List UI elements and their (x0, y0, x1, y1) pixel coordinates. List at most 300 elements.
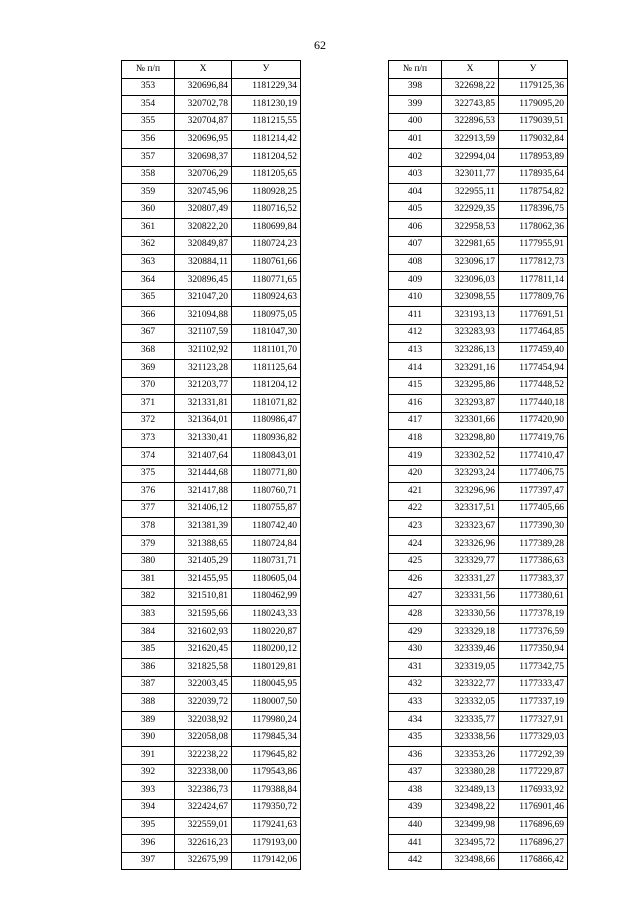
x-coordinate-cell: 321595,66 (175, 606, 232, 624)
table-row (122, 360, 301, 378)
table-row (389, 272, 568, 290)
y-coordinate-cell: 1181204,52 (232, 148, 301, 166)
table-row (389, 395, 568, 413)
table-row (389, 131, 568, 149)
table-row (389, 78, 568, 96)
header-x: X (175, 61, 232, 79)
y-coordinate-cell: 1180699,84 (232, 219, 301, 237)
table-header-row (389, 61, 568, 79)
x-coordinate-cell: 321455,95 (175, 571, 232, 589)
point-number-cell: 381 (122, 571, 175, 589)
table-row (122, 483, 301, 501)
x-coordinate-cell: 323495,72 (442, 835, 499, 853)
header-x: X (442, 61, 499, 79)
point-number-cell: 400 (389, 113, 442, 131)
table-row (122, 536, 301, 554)
table-body-left (122, 78, 301, 870)
y-coordinate-cell: 1181205,65 (232, 166, 301, 184)
y-coordinate-cell: 1180760,71 (232, 483, 301, 501)
x-coordinate-cell: 322994,04 (442, 148, 499, 166)
table-row (122, 782, 301, 800)
header-y: У (232, 61, 301, 79)
x-coordinate-cell: 322981,65 (442, 236, 499, 254)
x-coordinate-cell: 322929,35 (442, 201, 499, 219)
point-number-cell: 396 (122, 835, 175, 853)
x-coordinate-cell: 323499,98 (442, 817, 499, 835)
table-row (122, 430, 301, 448)
x-coordinate-cell: 322955,11 (442, 184, 499, 202)
point-number-cell: 355 (122, 113, 175, 131)
table-row (389, 360, 568, 378)
point-number-cell: 401 (389, 131, 442, 149)
y-coordinate-cell: 1179845,34 (232, 729, 301, 747)
x-coordinate-cell: 323326,96 (442, 536, 499, 554)
table-row (122, 342, 301, 360)
point-number-cell: 394 (122, 799, 175, 817)
table-row (389, 518, 568, 536)
table-row (389, 500, 568, 518)
point-number-cell: 418 (389, 430, 442, 448)
y-coordinate-cell: 1176901,46 (499, 799, 568, 817)
y-coordinate-cell: 1180755,87 (232, 500, 301, 518)
y-coordinate-cell: 1181071,82 (232, 395, 301, 413)
x-coordinate-cell: 323331,27 (442, 571, 499, 589)
y-coordinate-cell: 1178754,82 (499, 184, 568, 202)
table-row (122, 307, 301, 325)
table-row (389, 465, 568, 483)
x-coordinate-cell: 320698,37 (175, 148, 232, 166)
table-row (122, 78, 301, 96)
point-number-cell: 402 (389, 148, 442, 166)
x-coordinate-cell: 321381,39 (175, 518, 232, 536)
table-row (389, 624, 568, 642)
x-coordinate-cell: 323302,52 (442, 448, 499, 466)
point-number-cell: 384 (122, 624, 175, 642)
x-coordinate-cell: 322338,00 (175, 764, 232, 782)
point-number-cell: 403 (389, 166, 442, 184)
x-coordinate-cell: 323283,93 (442, 324, 499, 342)
x-coordinate-cell: 323096,17 (442, 254, 499, 272)
table-row (389, 764, 568, 782)
x-coordinate-cell: 323096,03 (442, 272, 499, 290)
table-row (389, 483, 568, 501)
table-row (122, 571, 301, 589)
table-row (122, 236, 301, 254)
x-coordinate-cell: 321510,81 (175, 588, 232, 606)
x-coordinate-cell: 321444,68 (175, 465, 232, 483)
point-number-cell: 435 (389, 729, 442, 747)
table-row (122, 184, 301, 202)
point-number-cell: 364 (122, 272, 175, 290)
table-row (389, 799, 568, 817)
x-coordinate-cell: 323338,56 (442, 729, 499, 747)
point-number-cell: 405 (389, 201, 442, 219)
table-row (122, 113, 301, 131)
x-coordinate-cell: 323011,77 (442, 166, 499, 184)
table-row (122, 624, 301, 642)
y-coordinate-cell: 1177389,28 (499, 536, 568, 554)
point-number-cell: 372 (122, 412, 175, 430)
y-coordinate-cell: 1177229,87 (499, 764, 568, 782)
point-number-cell: 413 (389, 342, 442, 360)
point-number-cell: 393 (122, 782, 175, 800)
table-row (122, 412, 301, 430)
table-row (389, 184, 568, 202)
y-coordinate-cell: 1180742,40 (232, 518, 301, 536)
point-number-cell: 360 (122, 201, 175, 219)
y-coordinate-cell: 1177337,19 (499, 694, 568, 712)
x-coordinate-cell: 323335,77 (442, 711, 499, 729)
y-coordinate-cell: 1179039,51 (499, 113, 568, 131)
table-row (389, 307, 568, 325)
table-row (389, 377, 568, 395)
table-row (122, 96, 301, 114)
point-number-cell: 367 (122, 324, 175, 342)
table-row (389, 219, 568, 237)
x-coordinate-cell: 323301,66 (442, 412, 499, 430)
x-coordinate-cell: 323293,87 (442, 395, 499, 413)
point-number-cell: 395 (122, 817, 175, 835)
point-number-cell: 434 (389, 711, 442, 729)
point-number-cell: 363 (122, 254, 175, 272)
point-number-cell: 417 (389, 412, 442, 430)
point-number-cell: 423 (389, 518, 442, 536)
table-row (389, 571, 568, 589)
y-coordinate-cell: 1179142,06 (232, 852, 301, 870)
table-row (389, 659, 568, 677)
y-coordinate-cell: 1177350,94 (499, 641, 568, 659)
point-number-cell: 428 (389, 606, 442, 624)
x-coordinate-cell: 320745,96 (175, 184, 232, 202)
point-number-cell: 359 (122, 184, 175, 202)
table-row (389, 553, 568, 571)
table-row (122, 377, 301, 395)
point-number-cell: 380 (122, 553, 175, 571)
point-number-cell: 378 (122, 518, 175, 536)
point-number-cell: 431 (389, 659, 442, 677)
point-number-cell: 415 (389, 377, 442, 395)
point-number-cell: 388 (122, 694, 175, 712)
point-number-cell: 426 (389, 571, 442, 589)
point-number-cell: 420 (389, 465, 442, 483)
point-number-cell: 365 (122, 289, 175, 307)
x-coordinate-cell: 323098,55 (442, 289, 499, 307)
page-number: 62 (314, 38, 326, 52)
point-number-cell: 437 (389, 764, 442, 782)
point-number-cell: 430 (389, 641, 442, 659)
y-coordinate-cell: 1180771,65 (232, 272, 301, 290)
x-coordinate-cell: 322675,99 (175, 852, 232, 870)
table-row (122, 799, 301, 817)
table-row (389, 817, 568, 835)
table-row (389, 412, 568, 430)
y-coordinate-cell: 1179095,20 (499, 96, 568, 114)
y-coordinate-cell: 1180716,52 (232, 201, 301, 219)
table-row (389, 324, 568, 342)
y-coordinate-cell: 1179032,84 (499, 131, 568, 149)
x-coordinate-cell: 322913,59 (442, 131, 499, 149)
y-coordinate-cell: 1181047,30 (232, 324, 301, 342)
y-coordinate-cell: 1177440,18 (499, 395, 568, 413)
table-row (122, 553, 301, 571)
x-coordinate-cell: 320696,84 (175, 78, 232, 96)
x-coordinate-cell: 322424,67 (175, 799, 232, 817)
point-number-cell: 386 (122, 659, 175, 677)
x-coordinate-cell: 323331,56 (442, 588, 499, 606)
y-coordinate-cell: 1180975,05 (232, 307, 301, 325)
point-number-cell: 398 (389, 78, 442, 96)
point-number-cell: 410 (389, 289, 442, 307)
y-coordinate-cell: 1179543,86 (232, 764, 301, 782)
y-coordinate-cell: 1178062,36 (499, 219, 568, 237)
table-body-right (389, 78, 568, 870)
point-number-cell: 354 (122, 96, 175, 114)
y-coordinate-cell: 1180928,25 (232, 184, 301, 202)
point-number-cell: 356 (122, 131, 175, 149)
x-coordinate-cell: 323296,96 (442, 483, 499, 501)
table-row (389, 113, 568, 131)
table-row (389, 166, 568, 184)
x-coordinate-cell: 323339,46 (442, 641, 499, 659)
x-coordinate-cell: 323286,13 (442, 342, 499, 360)
point-number-cell: 397 (122, 852, 175, 870)
table-row (122, 676, 301, 694)
point-number-cell: 399 (389, 96, 442, 114)
point-number-cell: 377 (122, 500, 175, 518)
x-coordinate-cell: 323319,05 (442, 659, 499, 677)
y-coordinate-cell: 1177397,47 (499, 483, 568, 501)
y-coordinate-cell: 1177390,30 (499, 518, 568, 536)
table-row (389, 641, 568, 659)
table-row (122, 131, 301, 149)
y-coordinate-cell: 1177464,85 (499, 324, 568, 342)
x-coordinate-cell: 322386,73 (175, 782, 232, 800)
point-number-cell: 383 (122, 606, 175, 624)
x-coordinate-cell: 323323,67 (442, 518, 499, 536)
y-coordinate-cell: 1176866,42 (499, 852, 568, 870)
y-coordinate-cell: 1179388,84 (232, 782, 301, 800)
y-coordinate-cell: 1176933,92 (499, 782, 568, 800)
point-number-cell: 436 (389, 747, 442, 765)
point-number-cell: 370 (122, 377, 175, 395)
point-number-cell: 427 (389, 588, 442, 606)
y-coordinate-cell: 1177376,59 (499, 624, 568, 642)
x-coordinate-cell: 323330,56 (442, 606, 499, 624)
x-coordinate-cell: 323298,80 (442, 430, 499, 448)
y-coordinate-cell: 1179193,00 (232, 835, 301, 853)
table-row (122, 641, 301, 659)
x-coordinate-cell: 323380,28 (442, 764, 499, 782)
table-row (122, 395, 301, 413)
x-coordinate-cell: 323353,26 (442, 747, 499, 765)
table-row (122, 448, 301, 466)
y-coordinate-cell: 1180843,01 (232, 448, 301, 466)
y-coordinate-cell: 1177454,94 (499, 360, 568, 378)
table-row (389, 676, 568, 694)
x-coordinate-cell: 323293,24 (442, 465, 499, 483)
x-coordinate-cell: 320822,20 (175, 219, 232, 237)
table-row (122, 289, 301, 307)
y-coordinate-cell: 1177292,39 (499, 747, 568, 765)
point-number-cell: 357 (122, 148, 175, 166)
table-row (389, 430, 568, 448)
table-row (389, 747, 568, 765)
x-coordinate-cell: 323322,77 (442, 676, 499, 694)
point-number-cell: 416 (389, 395, 442, 413)
y-coordinate-cell: 1180924,63 (232, 289, 301, 307)
table-row (122, 500, 301, 518)
table-row (389, 289, 568, 307)
table-row (389, 448, 568, 466)
y-coordinate-cell: 1177691,51 (499, 307, 568, 325)
x-coordinate-cell: 323489,13 (442, 782, 499, 800)
y-coordinate-cell: 1177811,14 (499, 272, 568, 290)
x-coordinate-cell: 321417,88 (175, 483, 232, 501)
y-coordinate-cell: 1177405,66 (499, 500, 568, 518)
x-coordinate-cell: 322003,45 (175, 676, 232, 694)
point-number-cell: 392 (122, 764, 175, 782)
table-row (389, 782, 568, 800)
y-coordinate-cell: 1179645,82 (232, 747, 301, 765)
point-number-cell: 369 (122, 360, 175, 378)
x-coordinate-cell: 321047,20 (175, 289, 232, 307)
y-coordinate-cell: 1180462,99 (232, 588, 301, 606)
x-coordinate-cell: 322038,92 (175, 711, 232, 729)
point-number-cell: 376 (122, 483, 175, 501)
y-coordinate-cell: 1181204,12 (232, 377, 301, 395)
point-number-cell: 442 (389, 852, 442, 870)
table-row (389, 236, 568, 254)
y-coordinate-cell: 1178396,75 (499, 201, 568, 219)
x-coordinate-cell: 322958,53 (442, 219, 499, 237)
table-row (122, 219, 301, 237)
table-row (389, 148, 568, 166)
point-number-cell: 361 (122, 219, 175, 237)
point-number-cell: 429 (389, 624, 442, 642)
x-coordinate-cell: 320696,95 (175, 131, 232, 149)
x-coordinate-cell: 323329,77 (442, 553, 499, 571)
x-coordinate-cell: 322616,23 (175, 835, 232, 853)
table-row (389, 835, 568, 853)
table-row (122, 518, 301, 536)
point-number-cell: 366 (122, 307, 175, 325)
point-number-cell: 407 (389, 236, 442, 254)
y-coordinate-cell: 1181125,64 (232, 360, 301, 378)
x-coordinate-cell: 323332,05 (442, 694, 499, 712)
table-row (122, 166, 301, 184)
table-row (122, 254, 301, 272)
x-coordinate-cell: 323498,66 (442, 852, 499, 870)
point-number-cell: 408 (389, 254, 442, 272)
x-coordinate-cell: 321330,41 (175, 430, 232, 448)
y-coordinate-cell: 1177378,19 (499, 606, 568, 624)
y-coordinate-cell: 1181230,19 (232, 96, 301, 114)
point-number-cell: 439 (389, 799, 442, 817)
y-coordinate-cell: 1177386,63 (499, 553, 568, 571)
y-coordinate-cell: 1180761,66 (232, 254, 301, 272)
table-header-row (122, 61, 301, 79)
point-number-cell: 438 (389, 782, 442, 800)
y-coordinate-cell: 1180200,12 (232, 641, 301, 659)
table-row (122, 852, 301, 870)
point-number-cell: 404 (389, 184, 442, 202)
y-coordinate-cell: 1179350,72 (232, 799, 301, 817)
table-row (389, 694, 568, 712)
x-coordinate-cell: 320849,87 (175, 236, 232, 254)
table-row (122, 148, 301, 166)
y-coordinate-cell: 1177410,47 (499, 448, 568, 466)
x-coordinate-cell: 320704,87 (175, 113, 232, 131)
y-coordinate-cell: 1177448,52 (499, 377, 568, 395)
x-coordinate-cell: 322743,85 (442, 96, 499, 114)
x-coordinate-cell: 322698,22 (442, 78, 499, 96)
point-number-cell: 433 (389, 694, 442, 712)
x-coordinate-cell: 321094,88 (175, 307, 232, 325)
table-row (389, 852, 568, 870)
y-coordinate-cell: 1180731,71 (232, 553, 301, 571)
table-row (122, 835, 301, 853)
y-coordinate-cell: 1180243,33 (232, 606, 301, 624)
y-coordinate-cell: 1179241,63 (232, 817, 301, 835)
y-coordinate-cell: 1177955,91 (499, 236, 568, 254)
table-row (389, 201, 568, 219)
point-number-cell: 371 (122, 395, 175, 413)
table-row (389, 588, 568, 606)
x-coordinate-cell: 323295,86 (442, 377, 499, 395)
y-coordinate-cell: 1180605,04 (232, 571, 301, 589)
point-number-cell: 406 (389, 219, 442, 237)
y-coordinate-cell: 1180007,50 (232, 694, 301, 712)
table-row (389, 711, 568, 729)
coordinates-table-right (388, 60, 568, 870)
table-row (389, 254, 568, 272)
x-coordinate-cell: 321388,65 (175, 536, 232, 554)
x-coordinate-cell: 321602,93 (175, 624, 232, 642)
point-number-cell: 414 (389, 360, 442, 378)
x-coordinate-cell: 320807,49 (175, 201, 232, 219)
y-coordinate-cell: 1181215,55 (232, 113, 301, 131)
table-row (389, 606, 568, 624)
x-coordinate-cell: 323498,22 (442, 799, 499, 817)
x-coordinate-cell: 320884,11 (175, 254, 232, 272)
x-coordinate-cell: 321331,81 (175, 395, 232, 413)
point-number-cell: 419 (389, 448, 442, 466)
x-coordinate-cell: 322039,72 (175, 694, 232, 712)
x-coordinate-cell: 323291,16 (442, 360, 499, 378)
table-row (122, 272, 301, 290)
y-coordinate-cell: 1177812,73 (499, 254, 568, 272)
table-row (122, 324, 301, 342)
x-coordinate-cell: 320706,29 (175, 166, 232, 184)
point-number-cell: 387 (122, 676, 175, 694)
table-row (122, 747, 301, 765)
table-row (122, 659, 301, 677)
point-number-cell: 382 (122, 588, 175, 606)
point-number-cell: 368 (122, 342, 175, 360)
y-coordinate-cell: 1177342,75 (499, 659, 568, 677)
x-coordinate-cell: 323193,13 (442, 307, 499, 325)
y-coordinate-cell: 1180771,80 (232, 465, 301, 483)
table-row (122, 764, 301, 782)
point-number-cell: 421 (389, 483, 442, 501)
header-number: № п/п (122, 61, 175, 79)
y-coordinate-cell: 1177406,75 (499, 465, 568, 483)
x-coordinate-cell: 321825,58 (175, 659, 232, 677)
point-number-cell: 432 (389, 676, 442, 694)
point-number-cell: 390 (122, 729, 175, 747)
point-number-cell: 362 (122, 236, 175, 254)
x-coordinate-cell: 322238,22 (175, 747, 232, 765)
